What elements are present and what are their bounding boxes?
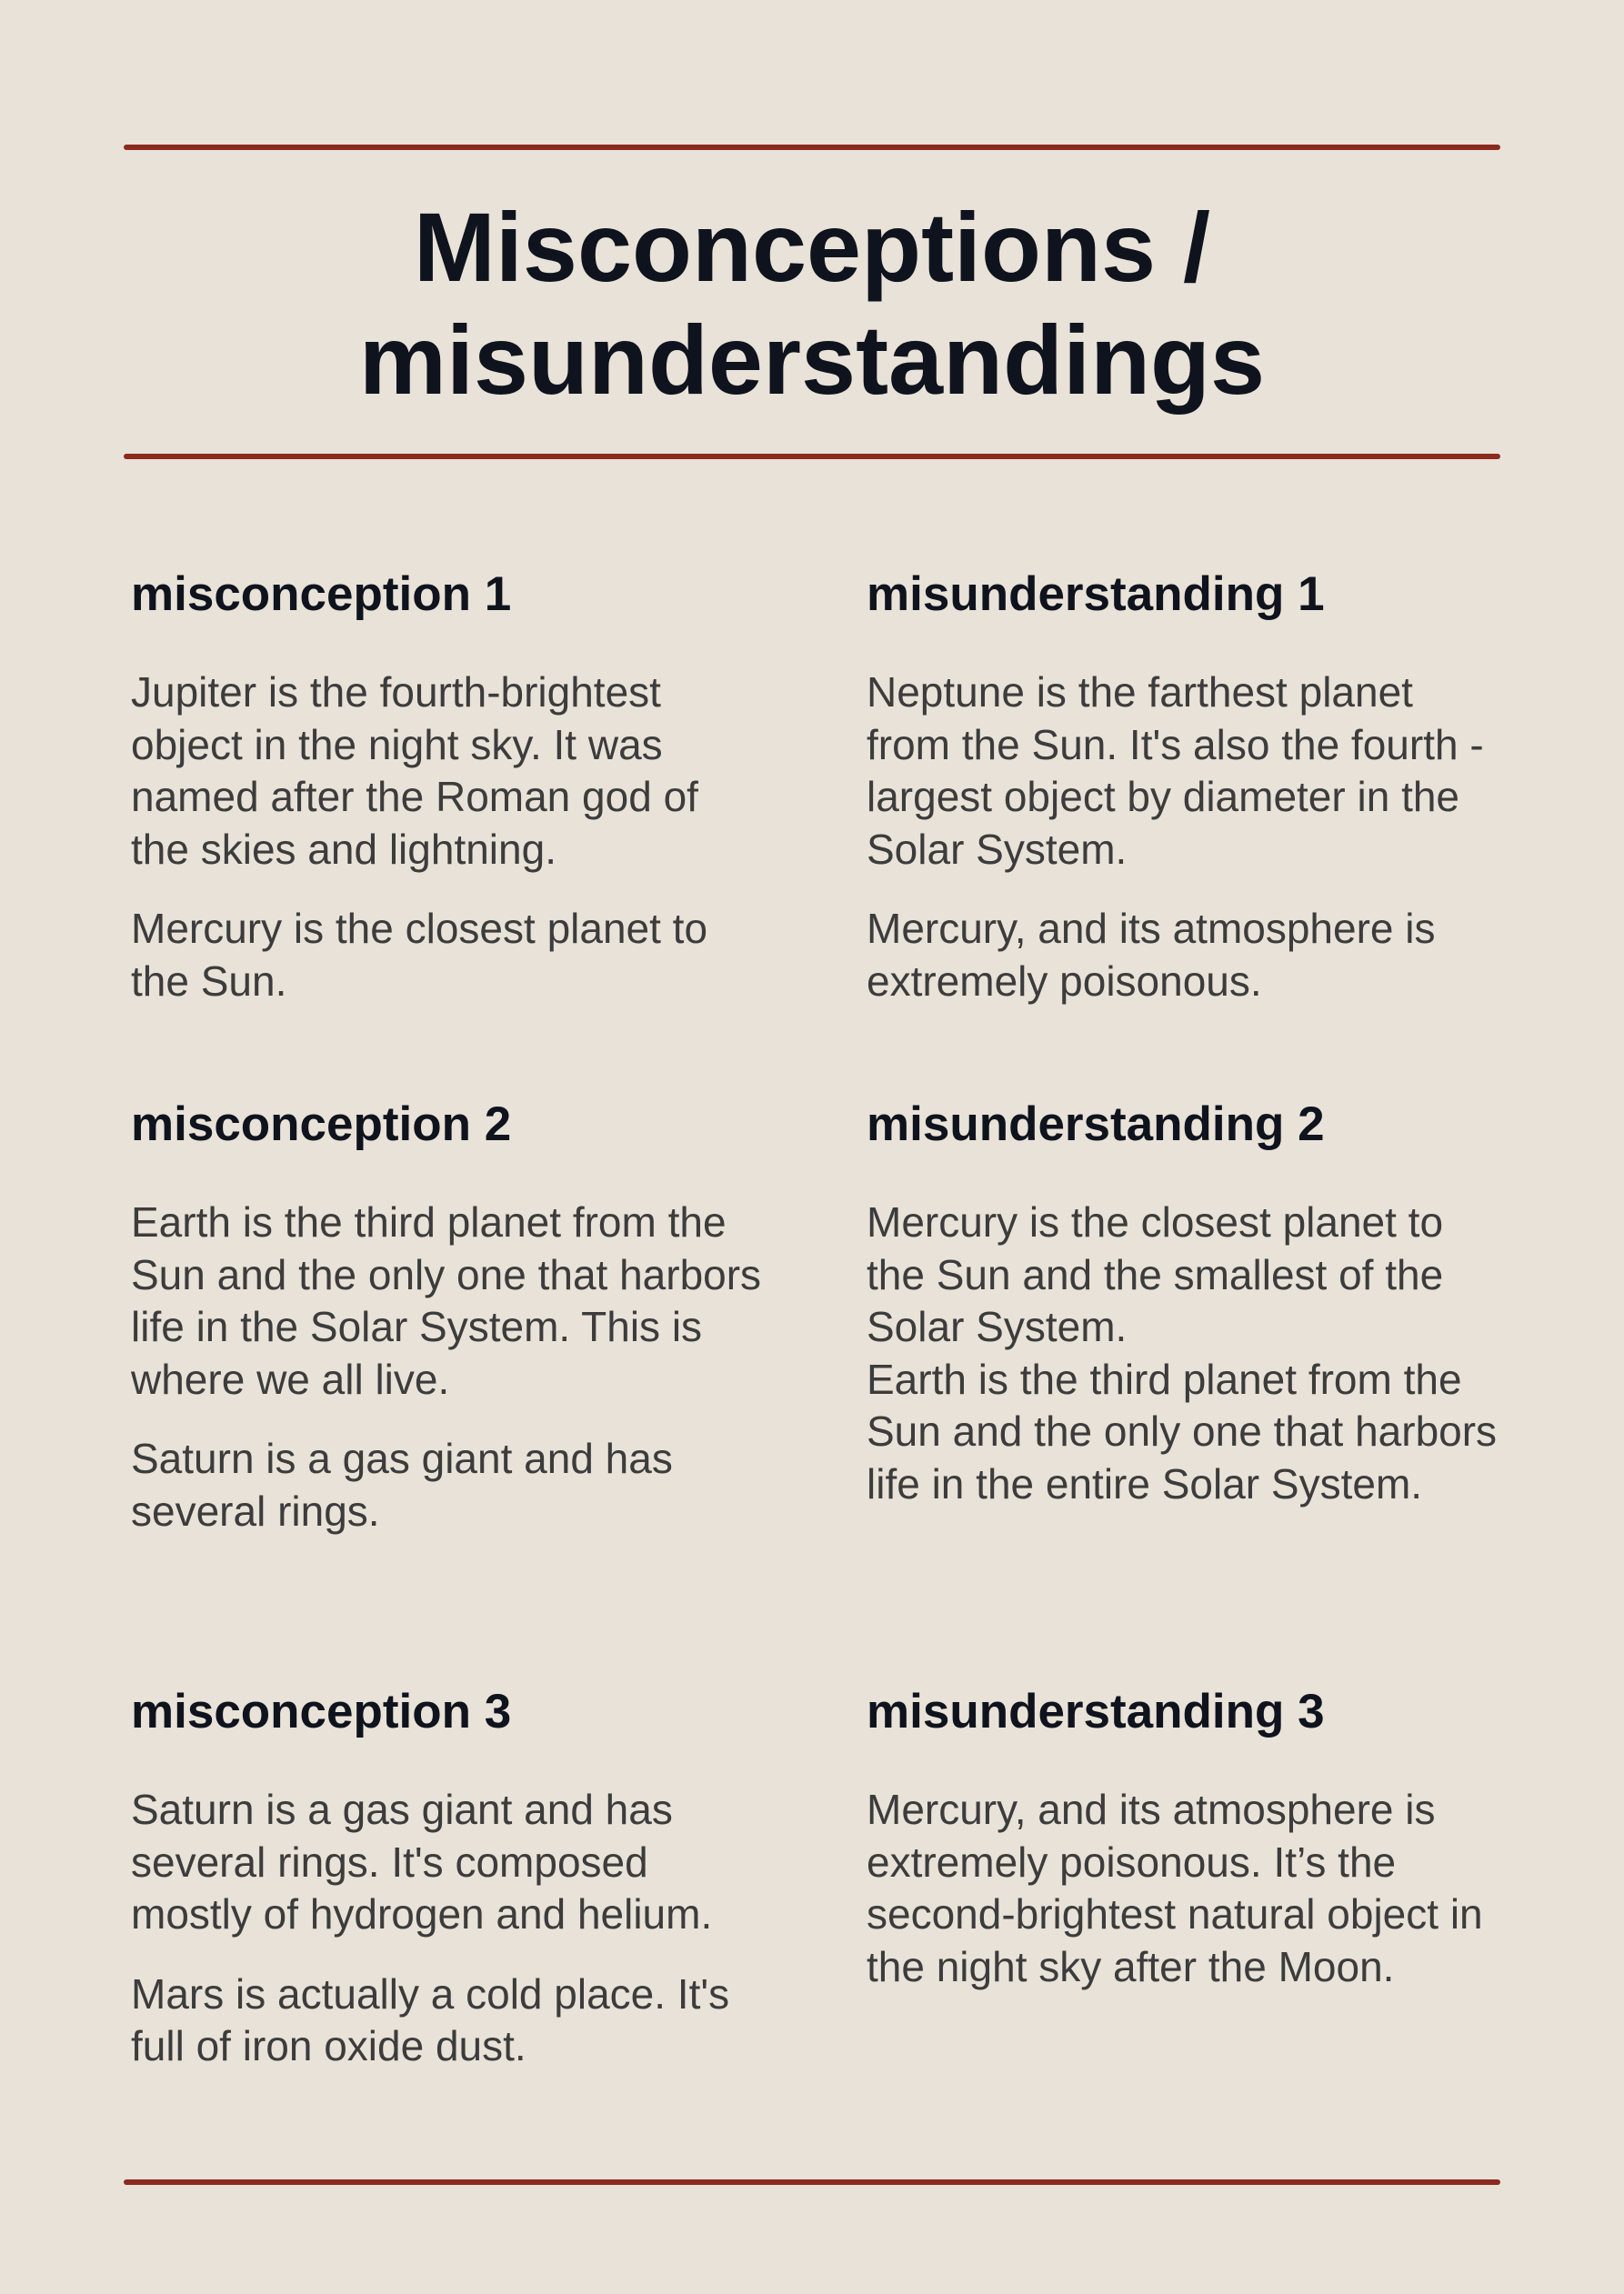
misconception-2-block <box>131 1097 767 1538</box>
misconception-1-paragraph-2: Mercury is the closest planet to the Sun. <box>131 905 708 1005</box>
misconception-1-paragraph-1: Jupiter is the fourth-brightest object in the night sky. It was named after the Roman god of the skies and lightning. <box>131 668 698 873</box>
page-title <box>124 191 1500 416</box>
misconception-2-paragraph-2: Saturn is a gas giant and has several rings. <box>131 1435 673 1535</box>
misunderstanding-1-paragraph-1: Neptune is the farthest planet from the Sun. It's also the fourth -largest object by diameter in the Solar System. <box>867 668 1484 873</box>
misconception-3-heading: misconception 3 <box>131 1685 512 1738</box>
misunderstanding-3-block <box>867 1684 1503 1993</box>
misunderstanding-3-heading: misunderstanding 3 <box>867 1685 1325 1738</box>
page-title-line-1: Misconceptions / <box>413 192 1211 302</box>
top-divider <box>124 145 1500 150</box>
title-divider <box>124 454 1500 459</box>
misconception-3-block <box>131 1684 767 2073</box>
misunderstanding-2-block <box>867 1097 1503 1510</box>
misconception-3-paragraph-2: Mars is actually a cold place. It's full of iron oxide dust. <box>131 1969 730 2069</box>
misconception-1-heading: misconception 1 <box>131 567 512 621</box>
misunderstanding-1-heading: misunderstanding 1 <box>867 567 1325 621</box>
misconception-2-paragraph-1: Earth is the third planet from the Sun and the only one that harbors life in the Solar System. This is where we all live. <box>131 1198 762 1403</box>
misconception-1-block <box>131 566 767 1007</box>
misunderstanding-2-paragraph-1: Mercury is the closest planet to the Sun and the smallest of the Solar System. <box>867 1198 1444 1350</box>
misunderstanding-1-block <box>867 566 1503 1007</box>
bottom-divider <box>124 2179 1500 2185</box>
misunderstanding-2-paragraph-2: Earth is the third planet from the Sun and the only one that harbors life in the entire Solar System. <box>867 1355 1498 1508</box>
misunderstanding-3-paragraph-1: Mercury, and its atmosphere is extremely poisonous. It’s the second-brightest natural object in the night sky after the Moon. <box>867 1786 1483 1990</box>
misunderstanding-2-heading: misunderstanding 2 <box>867 1097 1325 1151</box>
misconception-3-paragraph-1: Saturn is a gas giant and has several rings. It's composed mostly of hydrogen and helium. <box>131 1786 713 1938</box>
page-title-line-2: misunderstandings <box>358 305 1266 415</box>
misconception-2-heading: misconception 2 <box>131 1097 512 1151</box>
misunderstanding-1-paragraph-2: Mercury, and its atmosphere is extremely poisonous. <box>867 905 1436 1005</box>
